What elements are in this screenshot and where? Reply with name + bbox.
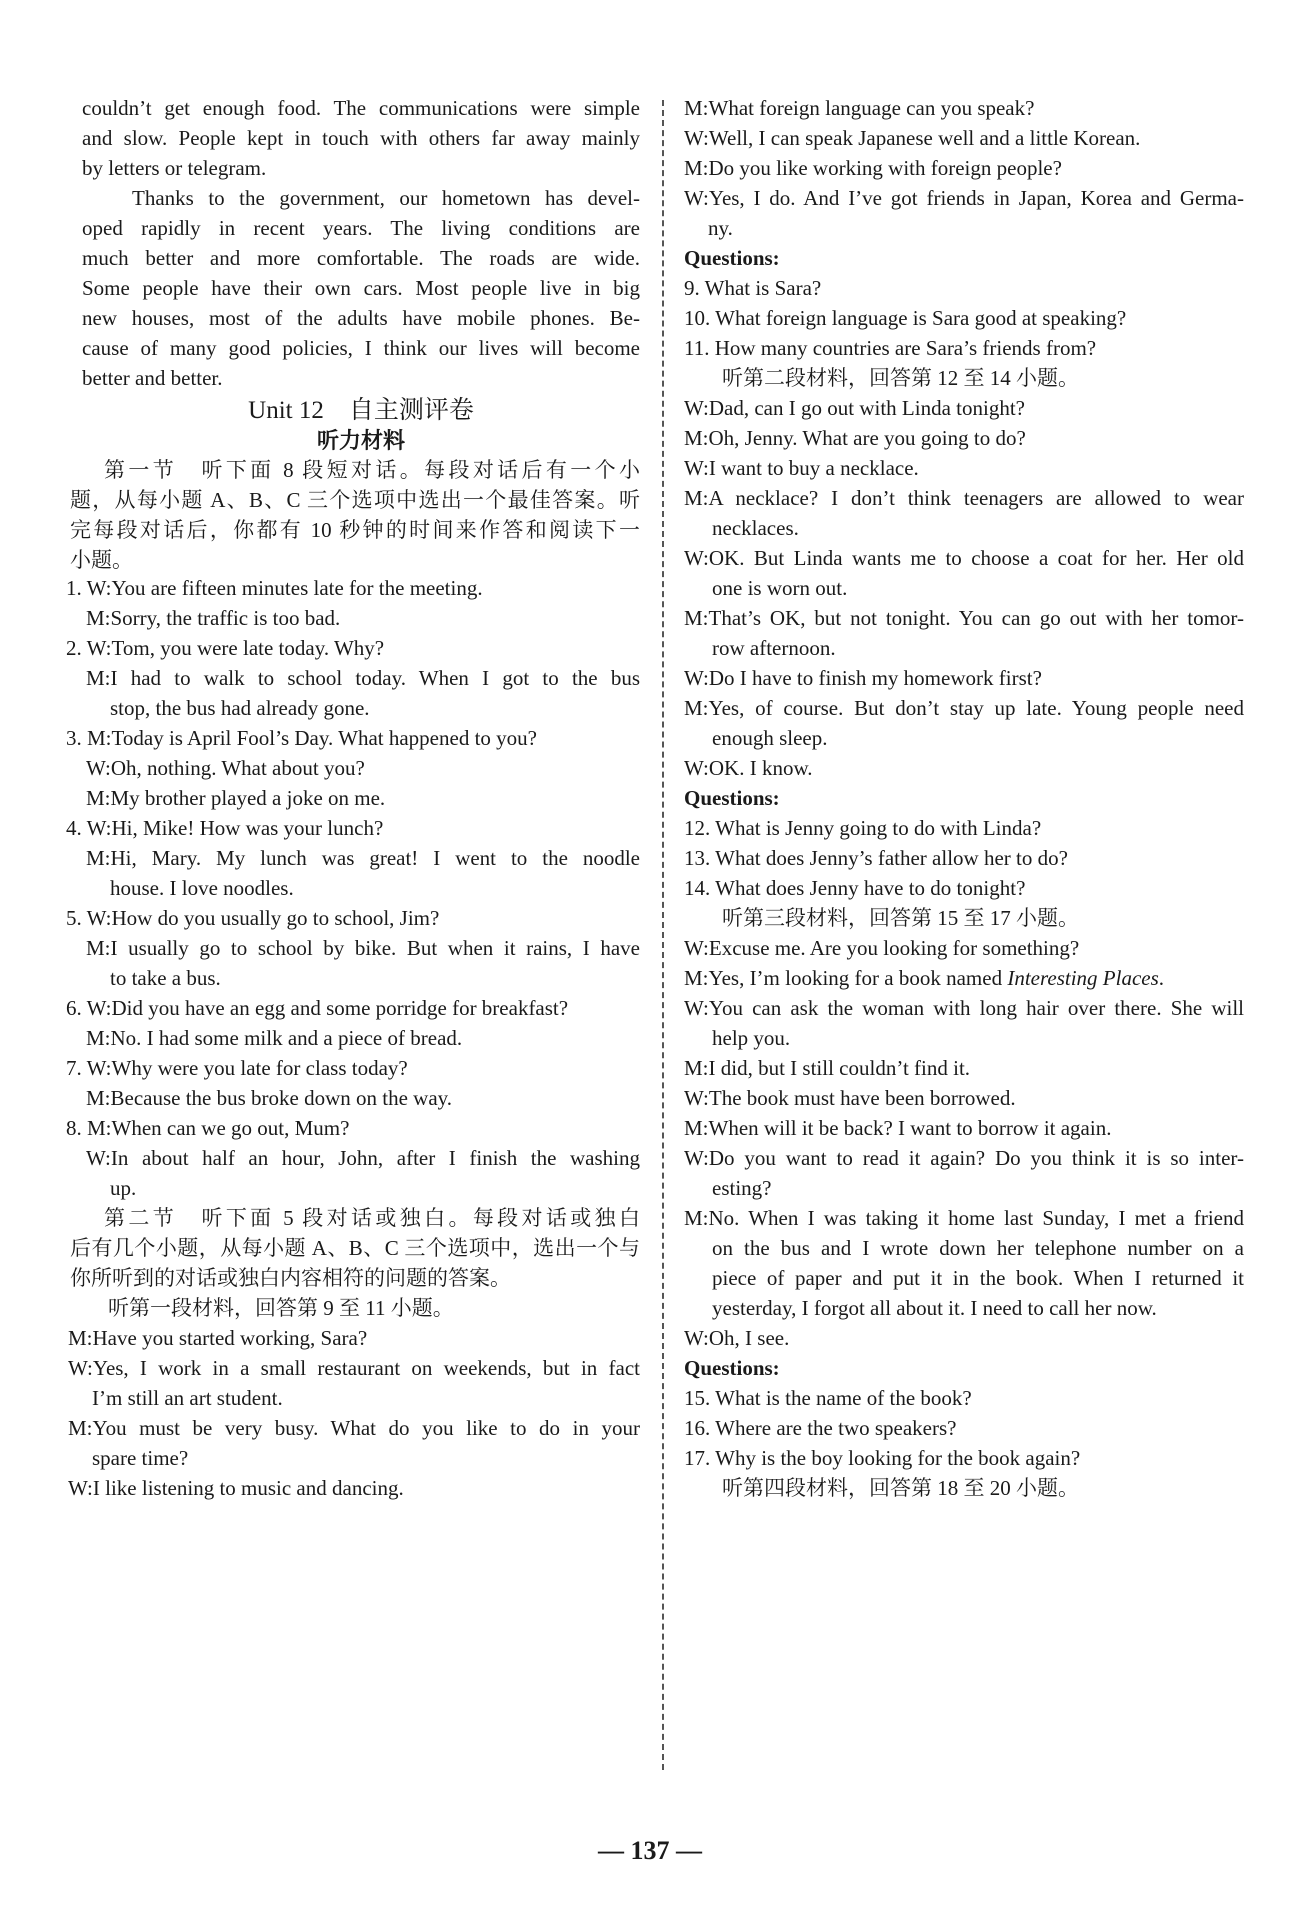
unit-title: Unit 12 自主测评卷 (248, 397, 474, 424)
section-instruction: 第一节 听下面 8 段短对话。每段对话后有一个小 (104, 458, 640, 482)
dialogue-line: 6. W:Did you have an egg and some porridge for breakfast? (66, 996, 569, 1020)
dialogue-line: help you. (712, 1026, 791, 1050)
section-instruction: 完每段对话后，你都有 10 秒钟的时间来作答和阅读下一 (70, 518, 640, 542)
dialogue-line: yesterday, I forgot all about it. I need to call her now. (712, 1296, 1157, 1320)
dialogue-line: spare time? (92, 1446, 189, 1470)
dialogue-line: W:The book must have been borrowed. (684, 1086, 1016, 1110)
section-title: 听力材料 (316, 428, 405, 453)
dialogue-line: 8. M:When can we go out, Mum? (66, 1116, 350, 1140)
dialogue-line: 2. W:Tom, you were late today. Why? (66, 636, 385, 660)
dialogue-line: W:OK. I know. (684, 756, 813, 780)
dialogue-line: necklaces. (712, 516, 799, 540)
questions-label: Questions: (684, 1356, 780, 1380)
dialogue-line: W:Yes, I do. And I’ve got friends in Japan, Korea and Germa- (684, 186, 1244, 210)
dialogue-line: house. I love noodles. (110, 876, 294, 900)
dialogue-line: M:I usually go to school by bike. But when it rains, I have (86, 936, 640, 960)
dialogue-line: piece of paper and put it in the book. When I returned it (712, 1266, 1244, 1290)
dialogue-line: M:I did, but I still couldn’t find it. (684, 1056, 971, 1080)
text-line: much better and more comfortable. The roads are wide. (82, 246, 640, 270)
section-instruction: 题，从每小题 A、B、C 三个选项中选出一个最佳答案。听 (70, 488, 640, 512)
dialogue-line: M:My brother played a joke on me. (86, 786, 386, 810)
dialogue-line: ny. (708, 216, 733, 240)
dialogue-line: M:When will it be back? I want to borrow it again. (684, 1116, 1112, 1140)
text-line: by letters or telegram. (82, 156, 267, 180)
section-instruction: 你所听到的对话或独白内容相符的问题的答案。 (70, 1266, 511, 1290)
material-heading: 听第四段材料，回答第 18 至 20 小题。 (722, 1476, 1079, 1500)
text-line: better and better. (82, 366, 223, 390)
column-divider (662, 100, 664, 1770)
dialogue-line: row afternoon. (712, 636, 836, 660)
question-item: 11. How many countries are Sara’s friends from? (684, 336, 1097, 360)
dialogue-text: . (1158, 966, 1165, 990)
dialogue-line: M:What foreign language can you speak? (684, 96, 1035, 120)
text-line: oped rapidly in recent years. The living conditions are (82, 216, 640, 240)
dialogue-line: enough sleep. (712, 726, 828, 750)
dialogue-line: 5. W:How do you usually go to school, Jim? (66, 906, 440, 930)
text-line: couldn’t get enough food. The communications were simple (82, 96, 640, 120)
section-instruction: 后有几个小题，从每小题 A、B、C 三个选项中，选出一个与 (70, 1236, 640, 1260)
dialogue-line: M:No. I had some milk and a piece of bread. (86, 1026, 463, 1050)
dialogue-line: W:Do I have to finish my homework first? (684, 666, 1042, 690)
material-heading: 听第三段材料，回答第 15 至 17 小题。 (722, 906, 1079, 930)
dialogue-line: W:You can ask the woman with long hair over there. She will (684, 996, 1244, 1020)
dialogue-line: M:Have you started working, Sara? (68, 1326, 368, 1350)
dialogue-line: W:OK. But Linda wants me to choose a coat for her. Her old (684, 546, 1244, 570)
question-item: 14. What does Jenny have to do tonight? (684, 876, 1026, 900)
dialogue-line: esting? (712, 1176, 772, 1200)
dialogue-line: W:I want to buy a necklace. (684, 456, 919, 480)
dialogue-line: 1. W:You are fifteen minutes late for the meeting. (66, 576, 483, 600)
dialogue-line: W:I like listening to music and dancing. (68, 1476, 404, 1500)
question-item: 16. Where are the two speakers? (684, 1416, 957, 1440)
dialogue-line: W:Excuse me. Are you looking for something? (684, 936, 1080, 960)
dialogue-line: on the bus and I wrote down her telephone number on a (712, 1236, 1244, 1260)
question-item: 10. What foreign language is Sara good at speaking? (684, 306, 1127, 330)
dialogue-line: M:Do you like working with foreign people? (684, 156, 1062, 180)
dialogue-line: M:A necklace? I don’t think teenagers are allowed to wear (684, 486, 1244, 510)
material-heading: 听第一段材料，回答第 9 至 11 小题。 (108, 1296, 454, 1320)
dialogue-line: W:In about half an hour, John, after I finish the washing (86, 1146, 640, 1170)
dialogue-text: M:Yes, I’m looking for a book named (684, 966, 1008, 990)
dialogue-line: W:Well, I can speak Japanese well and a little Korean. (684, 126, 1141, 150)
dialogue-line: up. (110, 1176, 137, 1200)
dialogue-line: stop, the bus had already gone. (110, 696, 370, 720)
dialogue-line: M:That’s OK, but not tonight. You can go out with her tomor- (684, 606, 1244, 630)
question-item: 15. What is the name of the book? (684, 1386, 972, 1410)
dialogue-line: one is worn out. (712, 576, 848, 600)
material-heading: 听第二段材料，回答第 12 至 14 小题。 (722, 366, 1079, 390)
dialogue-line: W:Yes, I work in a small restaurant on weekends, but in fact (68, 1356, 640, 1380)
question-item: 12. What is Jenny going to do with Linda? (684, 816, 1042, 840)
text-line: and slow. People kept in touch with others far away mainly (82, 126, 640, 150)
book-title: Interesting Places (1007, 966, 1159, 990)
dialogue-line: M:Because the bus broke down on the way. (86, 1086, 453, 1110)
dialogue-line: M:Sorry, the traffic is too bad. (86, 606, 341, 630)
dialogue-line: M:Yes, of course. But don’t stay up late. Young people need (684, 696, 1244, 720)
questions-label: Questions: (684, 786, 780, 810)
dialogue-line: M:Hi, Mary. My lunch was great! I went to the noodle (86, 846, 640, 870)
dialogue-line: 4. W:Hi, Mike! How was your lunch? (66, 816, 384, 840)
dialogue-line: W:Oh, nothing. What about you? (86, 756, 365, 780)
dialogue-line: 7. W:Why were you late for class today? (66, 1056, 408, 1080)
dialogue-line: W:Dad, can I go out with Linda tonight? (684, 396, 1025, 420)
question-item: 17. Why is the boy looking for the book again? (684, 1446, 1081, 1470)
dialogue-line: M:You must be very busy. What do you like to do in your (68, 1416, 640, 1440)
text-line: new houses, most of the adults have mobile phones. Be- (82, 306, 640, 330)
text-line: Thanks to the government, our hometown has devel- (132, 186, 640, 210)
text-line: Some people have their own cars. Most people live in big (82, 276, 640, 300)
dialogue-line: W:Oh, I see. (684, 1326, 790, 1350)
question-item: 9. What is Sara? (684, 276, 822, 300)
question-item: 13. What does Jenny’s father allow her to do? (684, 846, 1068, 870)
dialogue-line: to take a bus. (110, 966, 221, 990)
dialogue-line (684, 966, 1164, 991)
page-number: — 137 — (598, 1836, 702, 1865)
dialogue-line: M:Oh, Jenny. What are you going to do? (684, 426, 1026, 450)
section-instruction: 小题。 (70, 548, 133, 572)
dialogue-line: 3. M:Today is April Fool’s Day. What happened to you? (66, 726, 537, 750)
section-instruction: 第二节 听下面 5 段对话或独白。每段对话或独白 (104, 1206, 640, 1230)
questions-label: Questions: (684, 246, 780, 270)
dialogue-line: M:No. When I was taking it home last Sunday, I met a friend (684, 1206, 1244, 1230)
dialogue-line: M:I had to walk to school today. When I got to the bus (86, 666, 640, 690)
dialogue-line: I’m still an art student. (92, 1386, 283, 1410)
text-line: cause of many good policies, I think our lives will become (82, 336, 640, 360)
dialogue-line: W:Do you want to read it again? Do you think it is so inter- (684, 1146, 1244, 1170)
